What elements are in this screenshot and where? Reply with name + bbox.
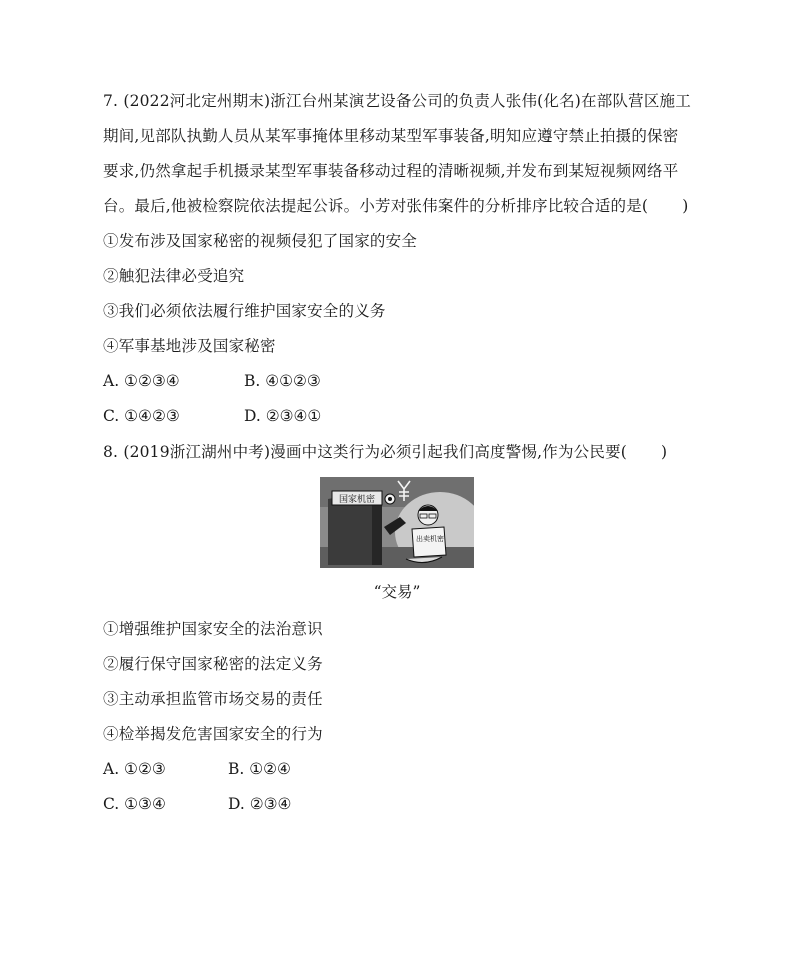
q8-statement-3: ③主动承担监管市场交易的责任 [103, 690, 323, 708]
q7-stem-line-1: 7. (2022河北定州期末)浙江台州某演艺设备公司的负责人张伟(化名)在部队营区施工 [103, 92, 691, 110]
cartoon-sign-text: 国家机密 [338, 495, 376, 505]
q7-stem-line-4 [103, 189, 703, 224]
q7-paren-close: ) [682, 197, 689, 215]
q8-options-row-2 [103, 787, 703, 822]
q8-option-c[interactable]: C. ①③④ [103, 795, 166, 813]
q7-stem-text: 台。最后,他被检察院依法提起公诉。小芳对张伟案件的分析排序比较合适的是( [103, 197, 649, 215]
q8-stem [103, 435, 703, 470]
q7-statement-2: ②触犯法律必受追究 [103, 267, 245, 285]
q7-statement-3: ③我们必须依法履行维护国家安全的义务 [103, 302, 386, 320]
q7-stem-line-3: 要求,仍然拿起手机摄录某型军事装备移动过程的清晰视频,并发布到某短视频网络平 [103, 162, 679, 180]
q7-option-c[interactable]: C. ①④②③ [103, 407, 180, 425]
question-7 [103, 84, 703, 434]
q8-statement-2: ②履行保守国家秘密的法定义务 [103, 655, 323, 673]
q7-option-d[interactable]: D. ②③④① [244, 407, 322, 425]
q7-options-row-1 [103, 364, 703, 399]
question-8-body [103, 612, 703, 822]
q7-statement-1: ①发布涉及国家秘密的视频侵犯了国家的安全 [103, 232, 418, 250]
q8-option-d[interactable]: D. ②③④ [228, 795, 292, 813]
q7-option-b[interactable]: B. ④①②③ [244, 372, 321, 390]
q8-options-row-1 [103, 752, 703, 787]
q8-option-a[interactable]: A. ①②③ [103, 760, 166, 778]
q8-stem-text: 8. (2019浙江湖州中考)漫画中这类行为必须引起我们高度警惕,作为公民要( [103, 443, 628, 461]
q7-options-row-2 [103, 399, 703, 434]
q7-option-a[interactable]: A. ①②③④ [103, 372, 180, 390]
q8-paren-close: ) [661, 443, 668, 461]
q7-statement-4: ④军事基地涉及国家秘密 [103, 337, 276, 355]
cartoon-image [320, 477, 474, 568]
q8-statement-1: ①增强维护国家安全的法治意识 [103, 620, 323, 638]
q8-statement-4: ④检举揭发危害国家安全的行为 [103, 725, 323, 743]
question-8 [103, 435, 703, 470]
cartoon-paper-text: 出卖机密 [416, 535, 444, 543]
cartoon-caption: “交易” [373, 583, 421, 601]
q7-stem-line-2: 期间,见部队执勤人员从某军事掩体里移动某型军事装备,明知应遵守禁止拍摄的保密 [103, 127, 679, 145]
q8-option-b[interactable]: B. ①②④ [228, 760, 291, 778]
